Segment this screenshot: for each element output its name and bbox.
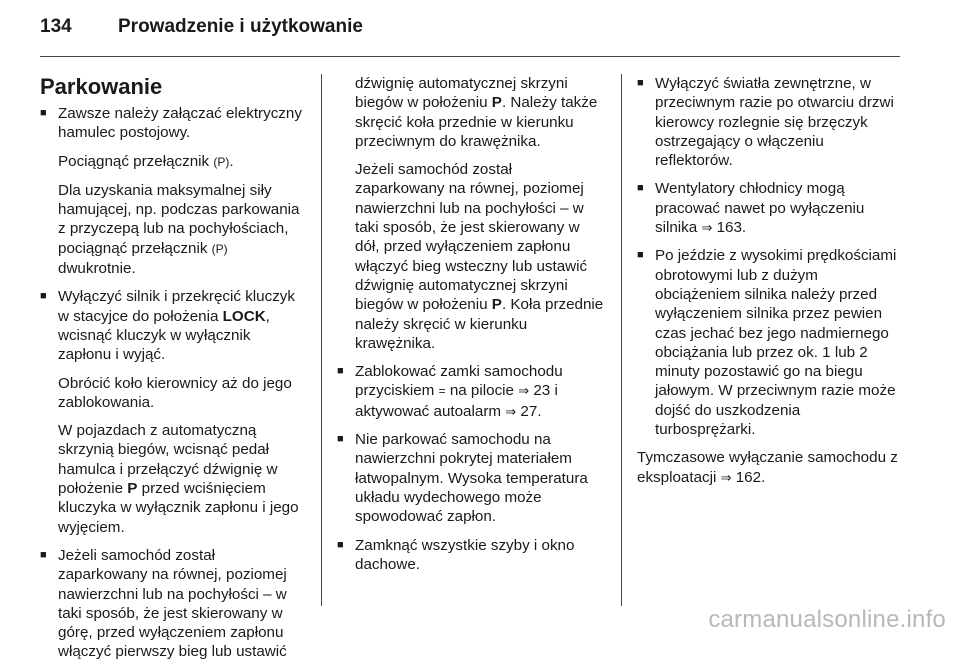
sub-paragraph: Pociągnąć przełącznik (P). [58,152,234,170]
list-item: ■ Jeżeli samochód został zaparkowany na równej, poziomej nawierzchni lub na pochyłości – w taki sposób, że jest skierowany w górę, przed wyłączeniem zapłonu włączyć pierwszy bieg lub ustawić [40,546,306,662]
column-divider [621,74,622,606]
sub-paragraph: Obrócić koło kierownicy aż do jego zablokowania. [58,374,292,411]
page-reference[interactable] [505,403,516,420]
parking-brake-icon: (P) [211,241,228,256]
page-header [40,16,363,46]
lock-button-icon: = [438,384,446,399]
paragraph: Tymczasowe wyłączanie samochodu z eksploatacji ⇒ 162. [637,448,903,487]
list-item: ■ Wyłączyć silnik i przekręcić kluczyk w stacyjce do położenia LOCK, wcisnąć kluczyk w wyłącznik zapłonu i wyjąć. [40,287,306,364]
column-1 [40,74,306,671]
watermark: carmanualsonline.info [708,606,946,633]
page-reference[interactable] [721,469,732,486]
column-2 [337,74,605,583]
list-item: ■ Zawsze należy załączać elektryczny hamulec postojowy. [40,104,306,143]
list-item: ■ Wentylatory chłodnicy mogą pracować nawet po wyłączeniu silnika ⇒ 163. [637,179,903,237]
column-divider [321,74,322,606]
page-reference[interactable] [701,219,712,236]
sub-paragraph: Dla uzyskania maksymalnej siły hamującej, np. podczas parkowania z przyczepą lub na pochyłościach, pociągnąć przełącznik (P) dwukrotnie. [58,181,300,278]
list-item: ■ Nie parkować samochodu na nawierzchni pokrytej materiałem łatwopalnym. Wysoka temperatura układu wydechowego może spowodować zapłon. [337,430,605,526]
page-number: 134 [40,16,72,37]
list-item: ■ Po jeździe z wysokimi prędkościami obrotowymi lub z dużym obciążeniem silnika należy przed wyłączeniem silnika przez pewien czas jechać bez jego nadmiernego obciążania lub przez ok. 1 lub 2 minuty pozostawić go na biegu jałowym. W przeciwnym razie może dojść do uszkodzenia turbosprężarki. [637,246,903,439]
section-title: Parkowanie [40,74,163,99]
column-3 [637,74,903,496]
parking-brake-icon: (P) [213,154,230,169]
continued-text: dźwignię automatycznej skrzyni biegów w położeniu P. Należy także skręcić koła przednie w kierunku przeciwnym do krawężnika. [355,75,598,150]
page-reference[interactable] [518,382,529,399]
sub-paragraph: W pojazdach z automatyczną skrzynią biegów, wcisnąć pedał hamulca i przełączyć dźwignię w położenie P przed wciśnięciem kluczyka w wyłącznik zapłonu i jego wyjęciem. [58,422,299,536]
list-item: ■ Zamknąć wszystkie szyby i okno dachowe. [337,536,605,575]
page-title: Prowadzenie i użytkowanie [118,16,363,37]
header-rule [40,56,900,57]
sub-paragraph: Jeżeli samochód został zaparkowany na równej, poziomej nawierzchni lub na pochyłości – w taki sposób, że jest skierowany w dół, przed wyłączeniem zapłonu włączyć bieg wsteczny lub ustawić dźwignię automatycznej skrzyni biegów w położeniu P. Koła przednie należy skręcić w kierunku krawężnika. [355,161,604,352]
list-item: ■ Wyłączyć światła zewnętrzne, w przeciwnym razie po otwarciu drzwi kierowcy rozlegnie się brzęczyk ostrzegający o włączeniu reflektorów. [637,74,903,170]
list-item: ■ Zablokować zamki samochodu przyciskiem = na pilocie ⇒ 23 i aktywować autoalarm ⇒ 27. [337,362,605,421]
